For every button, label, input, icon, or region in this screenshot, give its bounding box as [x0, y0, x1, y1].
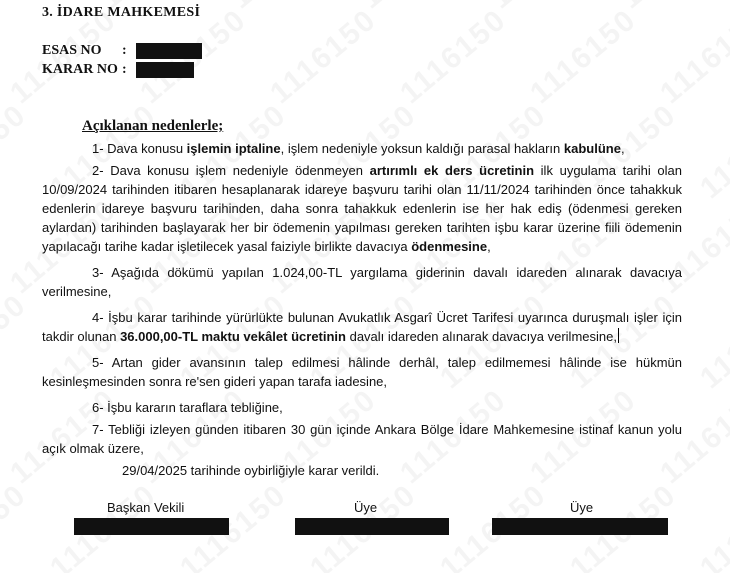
watermark-text: [0, 288, 33, 396]
watermark-text: [614, 0, 730, 16]
watermark-text: [654, 3, 730, 111]
watermark-text: [524, 3, 644, 111]
decision-date: 29/04/2025 tarihinde oybirliğiyle karar verildi.: [122, 463, 380, 478]
signature-redaction-member-1: [295, 518, 449, 535]
item-1: 1- Dava konusu işlemin iptaline, işlem nedeniyle yoksun kaldığı parasal hakların kabulüne,: [92, 141, 625, 156]
item-2: 2- Dava konusu işlem nedeniyle ödenmeyen artırımlı ek ders ücretinin ilk uygulama tarihi olan 10/09/2024 tarihinden itibaren hesaplanarak idareye başvuru tarihi olan 11/11/2024 tarihinden önce tahakkuk edenlerin idareye başvuru tarihinden, daha sonra tahakkuk edenlerin ise her hak ediş (ödenmesi gereken aylardan) tarihinden başlayarak her bir ödemenin yapılması gereken tarihten işbu karar üzerine fiili ödemenin yapılacağı tarihe kadar işletilecek yasal faiziyle birlikte davacıya ödenmesine,: [42, 163, 682, 254]
watermark-text: [694, 98, 730, 206]
signature-title-member-1: Üye: [354, 500, 378, 515]
item-3: 3- Aşağıda dökümü yapılan 1.024,00-TL yargılama giderinin davalı idareden alınarak davacıya verilmesine,: [42, 265, 682, 299]
signature-redaction-president: [74, 518, 229, 535]
esas-no-label: ESAS NO: [42, 43, 102, 59]
esas-no-redaction: [136, 43, 202, 59]
watermark-text: [0, 478, 33, 573]
watermark-text: [0, 98, 33, 206]
item-5: 5- Artan gider avansının talep edilmesi hâlinde derhâl, talep edilmemesi hâlinde ise hükmün kesinleşmesinden sonra re'sen gideri yapan tarafa iadesine,: [42, 355, 682, 389]
watermark-text: [264, 3, 384, 111]
item-4: 4- İşbu karar tarihinde yürürlükte bulunan Avukatlık Asgarî Ücret Tarifesi uyarınca duruşmalı işler için takdir olunan 36.000,00-TL maktu vekâlet ücretinin davalı idareden alınarak davacıya verilmesine,: [42, 310, 682, 344]
watermark-text: [394, 3, 514, 111]
court-name: 3. İDARE MAHKEMESİ: [42, 5, 201, 20]
karar-no-label: KARAR NO: [42, 62, 118, 78]
watermark-text: [694, 478, 730, 573]
item-7: 7- Tebliği izleyen günden itibaren 30 gün içinde Ankara Bölge İdare Mahkemesine istinaf kanun yolu açık olmak üzere,: [42, 422, 682, 456]
signature-title-president: Başkan Vekili: [107, 500, 185, 515]
karar-no-redaction: [136, 62, 194, 78]
section-title: Açıklanan nedenlerle;: [82, 118, 224, 134]
signature-title-member-2: Üye: [570, 500, 594, 515]
text-cursor: [618, 328, 619, 343]
signature-redaction-member-2: [492, 518, 668, 535]
watermark-text: [224, 0, 344, 16]
karar-no-row: KARAR NO :: [42, 62, 194, 78]
watermark-text: [354, 0, 474, 16]
watermark-text: [694, 288, 730, 396]
watermark-text: [484, 0, 604, 16]
item-6: 6- İşbu kararın taraflara tebliğine,: [92, 400, 283, 415]
decision-body: [42, 139, 682, 487]
esas-no-row: ESAS NO :: [42, 43, 202, 59]
